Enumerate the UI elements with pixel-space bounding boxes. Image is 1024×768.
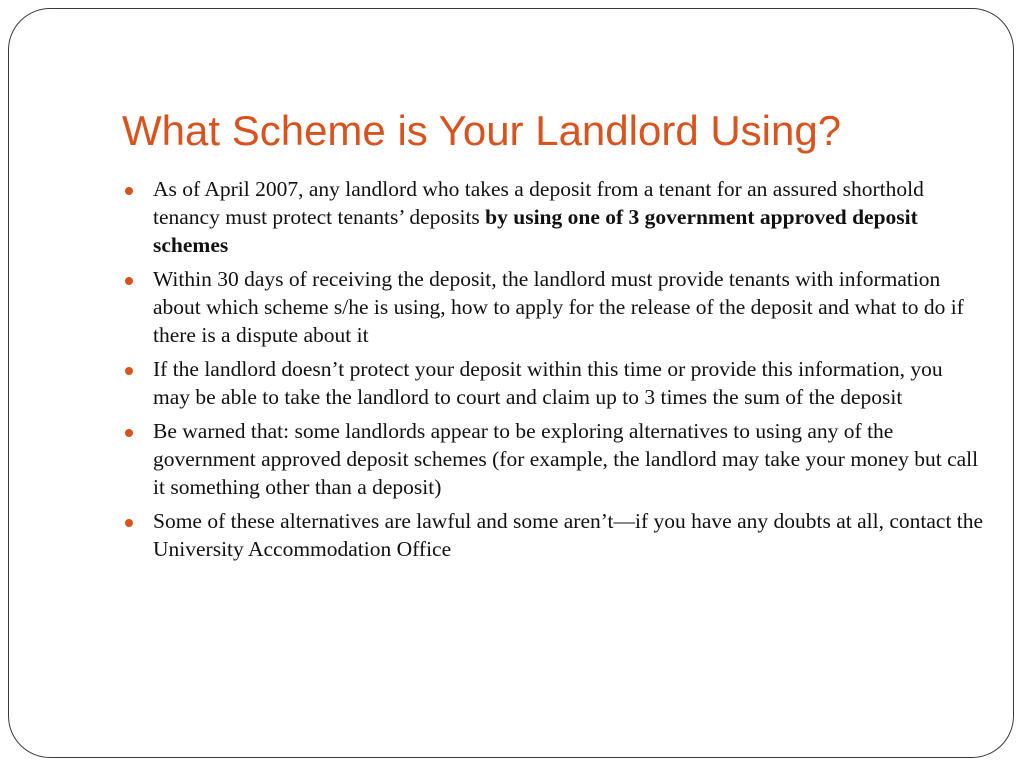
bullet-text: Be warned that: some landlords appear to be exploring alternatives to using any of the government approved deposit schemes (for example, the landlord may take your money but call it something other than a deposit) (153, 419, 979, 499)
bullet-list (124, 175, 984, 569)
bullet-dot-icon (125, 187, 133, 195)
bullet-text: Some of these alternatives are lawful and some aren’t—if you have any doubts at all, contact the University Accommodation Office (153, 509, 984, 561)
slide-frame (8, 8, 1014, 758)
bullet-text: If the landlord doesn’t protect your deposit within this time or provide this information, you may be able to take the landlord to court and claim up to 3 times the sum of the deposit (153, 357, 943, 409)
slide-title: What Scheme is Your Landlord Using? (122, 107, 842, 154)
bullet-dot-icon (125, 429, 133, 437)
bullet-dot-icon (125, 367, 133, 375)
bullet-item-1 (124, 175, 984, 259)
bullet-text: Within 30 days of receiving the deposit, the landlord must provide tenants with information about which scheme s/he is using, how to apply for the release of the deposit and what to do if there is a dispute about it (153, 267, 964, 347)
bullet-item-4 (124, 417, 984, 501)
bullet-bold-text: by using one of 3 government approved deposit schemes (153, 205, 918, 257)
bullet-text: As of April 2007, any landlord who takes a deposit from a tenant for an assured shorthold tenancy must protect tenants’ deposits (153, 177, 924, 229)
bullet-dot-icon (125, 277, 133, 285)
bullet-item-3 (124, 355, 984, 411)
bullet-item-2 (124, 265, 984, 349)
bullet-item-5 (124, 507, 984, 563)
bullet-dot-icon (125, 519, 133, 527)
